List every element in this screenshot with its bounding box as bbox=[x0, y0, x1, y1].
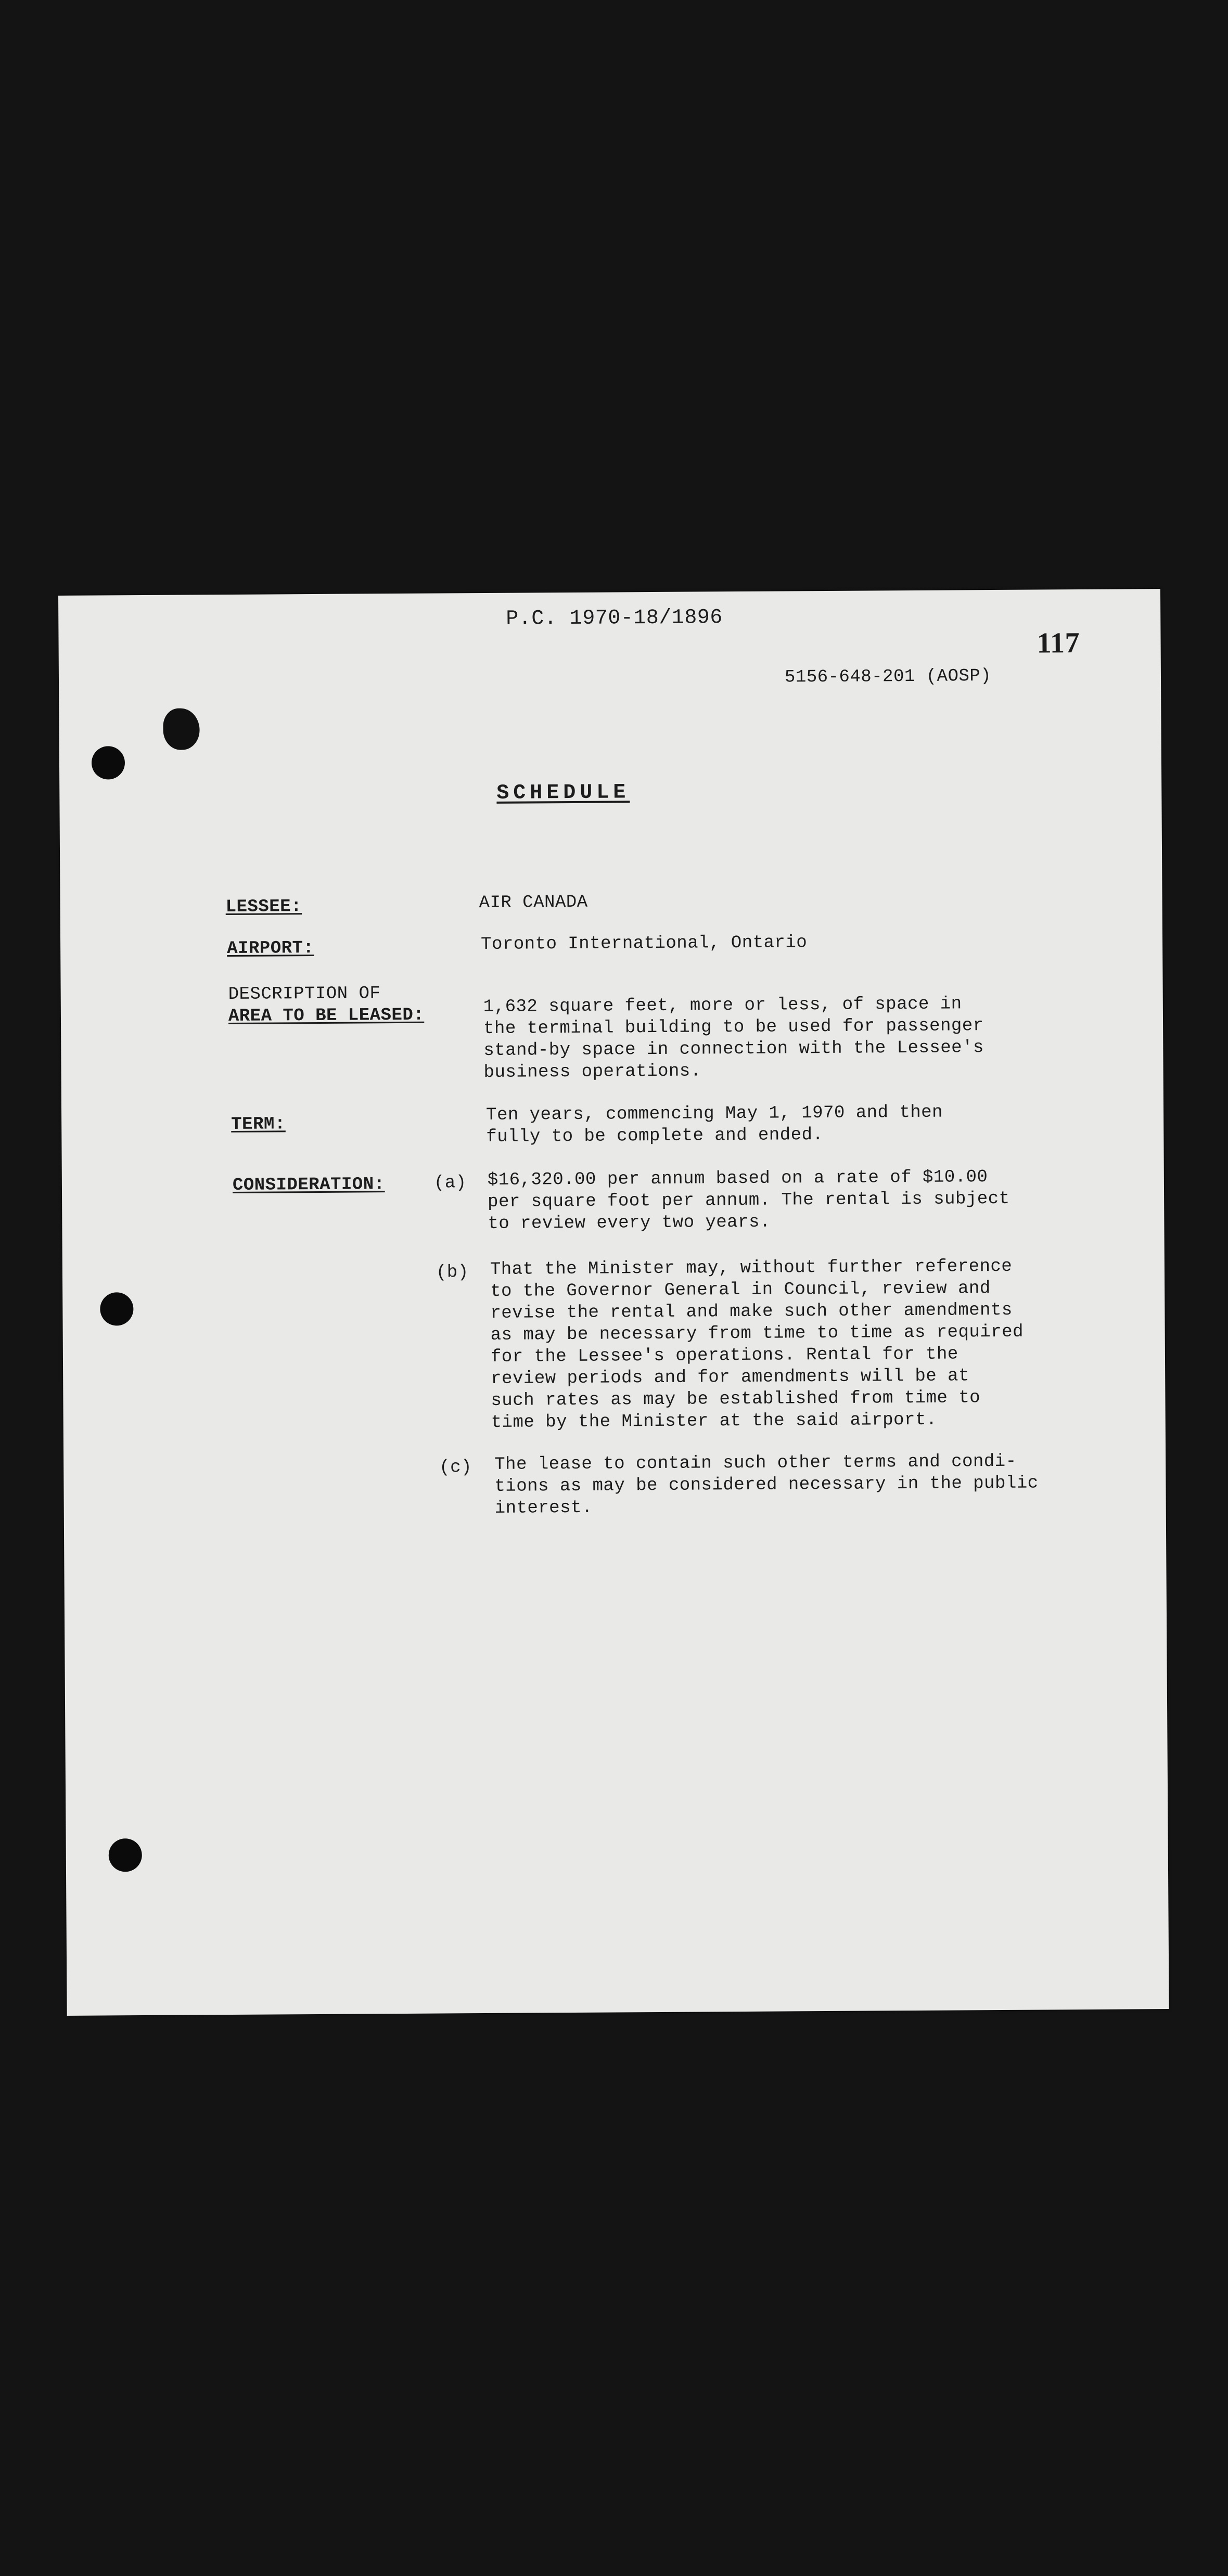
term-label: TERM: bbox=[231, 1114, 286, 1135]
consideration-item-a: $16,320.00 per annum based on a rate of $10.00 per square foot per annum. The rental is subject to review every two years. bbox=[487, 1167, 1010, 1234]
document-title: SCHEDULE bbox=[496, 781, 630, 805]
punch-hole-bottom bbox=[109, 1838, 142, 1872]
consideration-item-b: That the Minister may, without further reference to the Governor General in Council, review and revise the rental and make such other amendments as may be necessary from time to time as required for the Lessee's operations. Rental for the review periods and for amendments will be at such rates as may be established from time to time by the Minister at the said airport. bbox=[490, 1256, 1024, 1433]
term-value: Ten years, commencing May 1, 1970 and then fully to be complete and ended. bbox=[486, 1102, 943, 1147]
consideration-item-marker-c: (c) bbox=[439, 1458, 472, 1478]
page-number: 117 bbox=[1037, 627, 1080, 660]
order-in-council-number: P.C. 1970-18/1896 bbox=[506, 606, 723, 631]
description-label-line2: AREA TO BE LEASED: bbox=[228, 1005, 425, 1027]
lessee-label: LESSEE: bbox=[225, 897, 302, 918]
description-label-line1: DESCRIPTION OF bbox=[228, 984, 381, 1005]
file-reference: 5156-648-201 (AOSP) bbox=[784, 666, 992, 688]
consideration-item-marker-b: (b) bbox=[436, 1263, 469, 1283]
punch-hole-middle bbox=[100, 1292, 133, 1325]
airport-value: Toronto International, Ontario bbox=[480, 933, 808, 955]
consideration-label: CONSIDERATION: bbox=[232, 1175, 385, 1195]
ink-blot bbox=[163, 708, 199, 750]
airport-label: AIRPORT: bbox=[227, 938, 314, 959]
consideration-item-c: The lease to contain such other terms and condi- tions as may be considered necessary in the public interest. bbox=[494, 1451, 1039, 1518]
lessee-value: AIR CANADA bbox=[479, 892, 588, 913]
document-page bbox=[58, 589, 1169, 2016]
description-value: 1,632 square feet, more or less, of space in the terminal building to be used for passenger stand-by space in connection with the Lessee's business operations. bbox=[483, 994, 984, 1083]
consideration-item-marker-a: (a) bbox=[433, 1173, 467, 1193]
punch-hole-top bbox=[92, 746, 125, 779]
